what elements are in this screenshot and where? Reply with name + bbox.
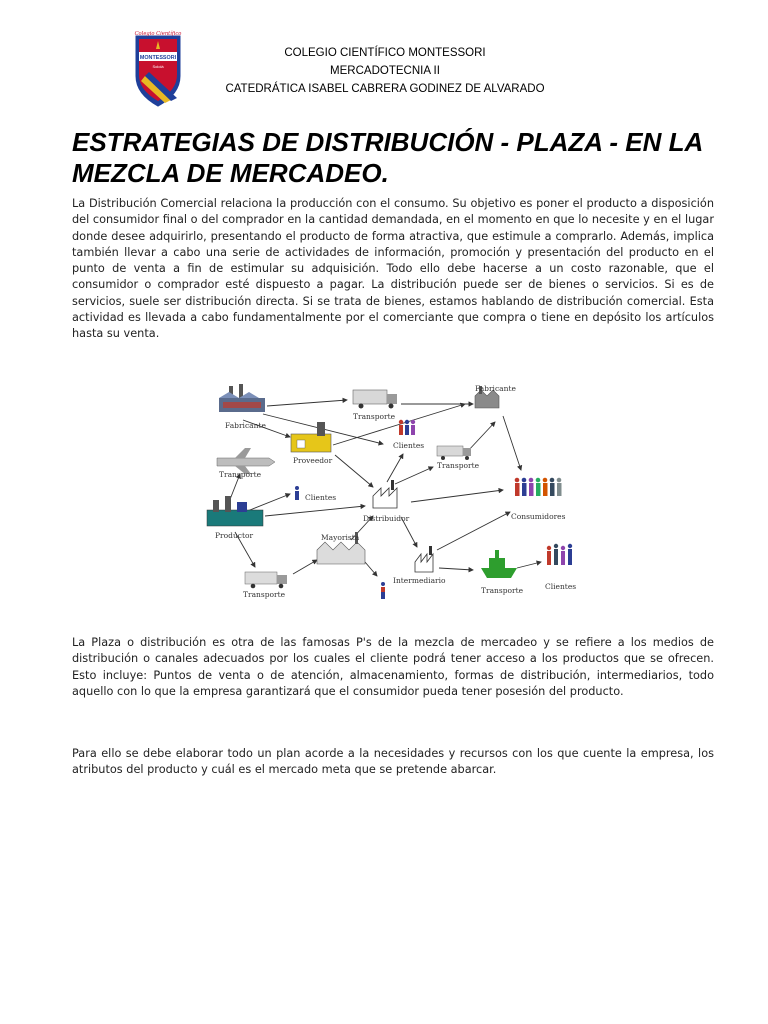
arrow-fabricante-consumidores	[503, 416, 521, 470]
distribution-channel-diagram	[205, 382, 580, 608]
label-intermediario: Intermediario	[393, 576, 446, 585]
label-fabricante-1: Fabricante	[225, 421, 266, 430]
people-icon-consumidores	[515, 478, 562, 496]
label-clientes-2: Clientes	[305, 493, 337, 502]
crest-band-text: MONTESSORI	[139, 55, 177, 61]
label-consumidores: Consumidores	[511, 512, 566, 521]
label-clientes-3: Clientes	[545, 582, 577, 591]
arrow-productor-distribuidor	[265, 506, 365, 516]
label-clientes-1: Clientes	[393, 441, 425, 450]
arrow-proveedor-distribuidor	[335, 455, 373, 487]
label-productor: Productor	[215, 531, 254, 540]
label-fabricante-2: Fabricante	[475, 384, 516, 393]
label-transporte-1: Transporte	[353, 412, 396, 421]
paragraph-plaza: La Plaza o distribución es otra de las famosas P's de la mezcla de mercadeo y se refiere a los medios de distribución o canales adecuados por los cuales el cliente podrá tener acceso a los productos que se ofrecen. Esto incluye: Puntos de venta o de atención, almacenamiento, formas de distribución, intermediarios, todo aquello con lo que la empresa garantizará que el consumidor pueda tener posesión del producto.	[72, 636, 714, 698]
course-name: MERCADOTECNIA II	[330, 65, 440, 77]
people-icon-clientes-bottom	[547, 544, 572, 565]
arrow-productor-clientes	[245, 494, 290, 512]
truck-icon-transporte-mid	[437, 446, 471, 460]
factory-icon-fabricante	[219, 384, 265, 412]
arrow-intermediario-consumidores	[437, 512, 510, 550]
crest-small-text: Sololá	[152, 64, 164, 69]
document-title: ESTRATEGIAS DE DISTRIBUCIÓN - PLAZA - EN LA MEZCLA DE MERCADEO.	[72, 127, 703, 188]
label-mayorista: Mayorista	[321, 533, 360, 542]
arrow-mayorista-clientes	[365, 562, 377, 576]
label-transporte-4: Transporte	[243, 590, 286, 599]
label-proveedor: Proveedor	[293, 456, 333, 465]
document-header	[210, 44, 560, 98]
teacher-name: CATEDRÁTICA ISABEL CABRERA GODINEZ DE ALVARADO	[225, 83, 545, 95]
label-distribuidor: Distribuidor	[363, 514, 410, 523]
people-icon-clientes-top	[399, 420, 415, 435]
arrow-distribuidor-transporte	[395, 467, 433, 484]
paragraph-plan: Para ello se debe elaborar todo un plan acorde a la necesidades y recursos con los que cuente la empresa, los atributos del producto y cuál es el mercado meta que se pretende abarcar.	[72, 747, 714, 777]
school-crest-logo	[133, 28, 183, 108]
factory-icon-proveedor	[291, 422, 331, 452]
people-icon-clientes-mid	[295, 486, 299, 500]
paragraph-distribution: La Distribución Comercial relaciona la producción con el consumo. Su objetivo es poner el producto a disposición del consumidor final o del comprador en la cantidad demandada, en el momento en que lo necesite y en el lugar donde desee adquirirlo, presentando el producto de forma atractiva, que estimule a comprarlo. Además, implica también llevar a cabo una serie de actividades de información, promoción y presentación del producto en el punto de venta a fin de estimular su adquisición. Todo ello debe hacerse a un costo razonable, que el consumidor o comprador esté dispuesto a pagar. La distribución puede ser de bienes o servicios. Si es de servicios, suele ser distribución directa. Si se trata de bienes, estamos hablando de distribución comercial. Esta actividad es llevada a cabo fundamentalmente por el comerciante que compra o tiene en depósito los artículos hasta su venta.	[72, 197, 714, 341]
factory-icon-productor	[207, 496, 263, 526]
arrow-proveedor-transporte	[333, 404, 465, 445]
arrow-fabricante-transporte	[267, 400, 347, 406]
arrow-transporte-fabricante-2	[467, 422, 495, 452]
truck-icon-transporte-bottom	[245, 572, 287, 588]
arrow-intermediario-transporte	[439, 568, 473, 570]
arrow-distribuidor-clientes	[387, 454, 403, 482]
person-icon-cliente-bottom	[381, 582, 385, 599]
crest-arc-text: Colegio Científico	[134, 31, 182, 37]
ship-icon-transporte	[481, 550, 517, 578]
arrow-distribuidor-consumidores	[411, 490, 503, 502]
label-transporte-2: Transporte	[219, 470, 262, 479]
arrow-transporte-mayorista	[293, 560, 317, 574]
diagram-arrows	[227, 400, 541, 576]
school-name: COLEGIO CIENTÍFICO MONTESSORI	[284, 47, 486, 59]
truck-icon-transporte-top	[353, 390, 397, 409]
label-transporte-3: Transporte	[437, 461, 480, 470]
arrow-transporte-clientes	[517, 562, 541, 568]
label-transporte-5: Transporte	[481, 586, 524, 595]
factory-icon-distribuidor	[373, 480, 397, 508]
factory-icon-intermediario	[415, 546, 433, 572]
